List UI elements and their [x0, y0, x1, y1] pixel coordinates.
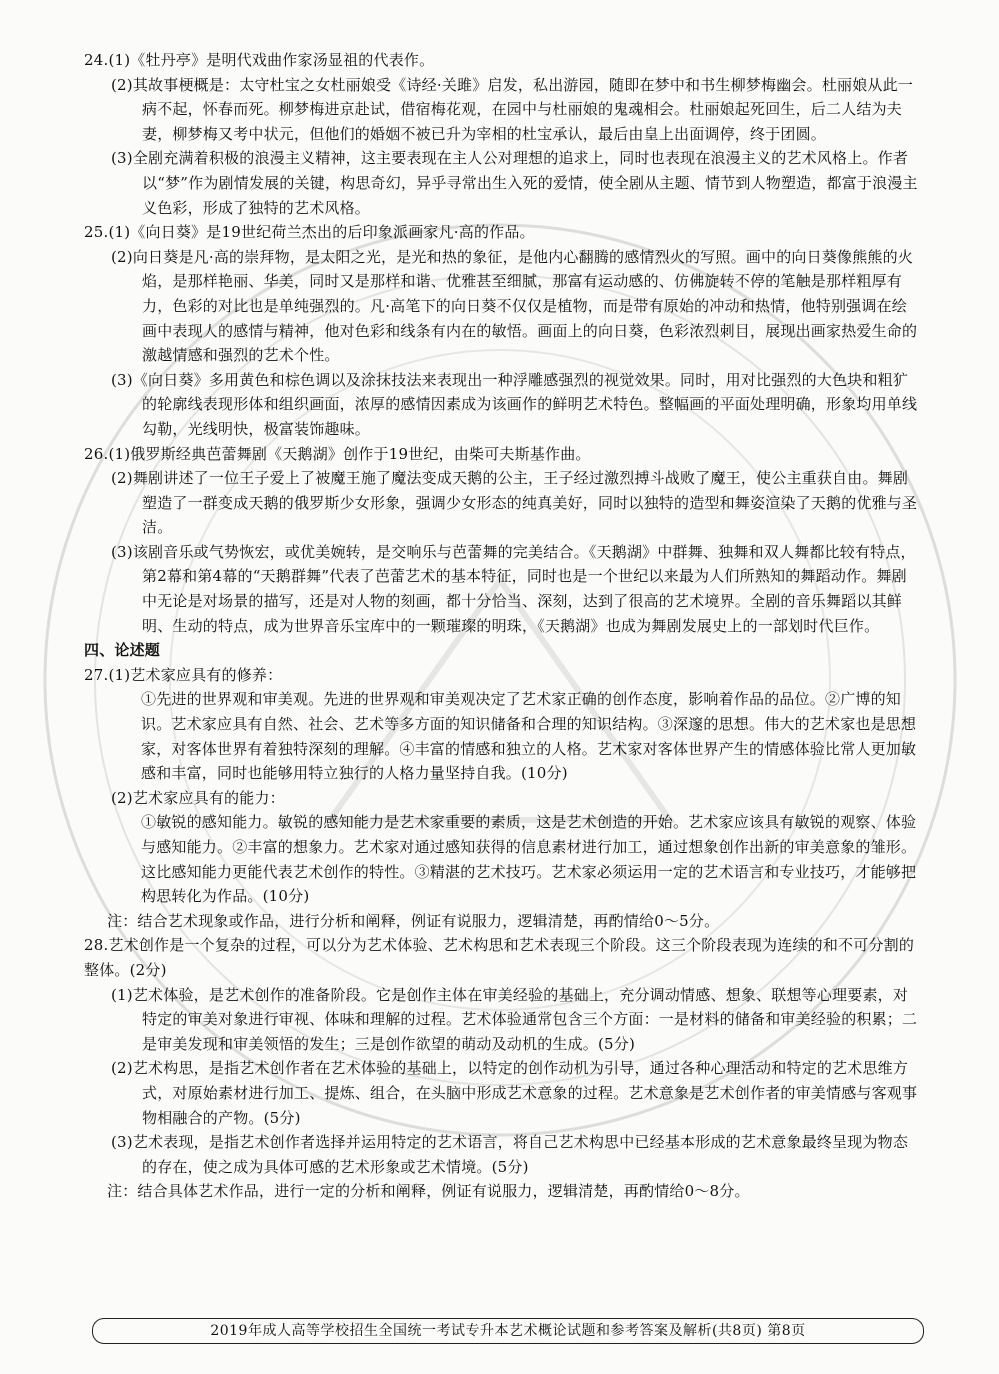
q24-part3: (3)全剧充满着积极的浪漫主义精神，这主要表现在主人公对理想的追求上，同时也表现在浪漫主义的艺术风格上。作者以“梦”作为剧情发展的关键，构思奇幻，异乎寻常出生入死的爱情，使全剧从主题、情节到人物塑造，都富于浪漫主义色彩，形成了独特的艺术风格。: [111, 149, 918, 217]
q25-part1: 25.(1)《向日葵》是19世纪荷兰杰出的后印象派画家凡·高的作品。: [84, 223, 535, 242]
q27-note: 注：结合艺术现象或作品，进行分析和阐释，例证有说服力，逻辑清楚，再酌情给0～5分。: [107, 911, 720, 930]
q28-note: 注：结合具体艺术作品，进行一定的分析和阐释，例证有说服力，逻辑清楚，再酌情给0～8分。: [107, 1182, 750, 1201]
page-footer: 2019年成人高等学校招生全国统一考试专升本艺术概论试题和参考答案及解析(共8页) 第8页: [92, 1318, 924, 1344]
q26-part3: (3)该剧音乐或气势恢宏，或优美婉转，是交响乐与芭蕾舞的完美结合。《天鹅湖》中群舞、独舞和双人舞都比较有特点，第2幕和第4幕的“天鹅群舞”代表了芭蕾艺术的基本特征，同时也是一个世纪以来最为人们所熟知的舞蹈动作。舞剧中无论是对场景的描写，还是对人物的刻画，都十分恰当、深刻，达到了很高的艺术境界。全剧的音乐舞蹈以其鲜明、生动的特点，成为世界音乐宝库中的一颗璀璨的明珠，《天鹅湖》也成为舞剧发展史上的一部划时代巨作。: [111, 542, 916, 635]
q27-part2-body: ①敏锐的感知能力。敏锐的感知能力是艺术家重要的素质，这是艺术创造的开始。艺术家应该具有敏锐的观察、体验与感知能力。②丰富的想象力。艺术家对通过感知获得的信息素材进行加工，通过想象创作出新的审美意象的雏形。这比感知能力更能代表艺术创作的特性。③精湛的艺术技巧。艺术家必须运用一定的艺术语言和专业技巧，才能够把构思转化为作品。(10分): [141, 813, 917, 906]
q26-part1: 26.(1)俄罗斯经典芭蕾舞剧《天鹅湖》创作于19世纪，由柴可夫斯基作曲。: [84, 444, 591, 463]
q27-part1-body: ①先进的世界观和审美观。先进的世界观和审美观决定了艺术家正确的创作态度，影响着作品的品位。②广博的知识。艺术家应具有自然、社会、艺术等多方面的知识储备和合理的知识结构。③深邃的思想。伟大的艺术家也是思想家，对客体世界有着独特深刻的理解。④丰富的情感和独立的人格。艺术家对客体世界产生的情感体验比常人更加敏感和丰富，同时也能够用特立独行的人格力量坚持自我。(10分): [141, 690, 917, 783]
q27-part1-title: 27.(1)艺术家应具有的修养：: [84, 665, 283, 684]
q25-part2: (2)向日葵是凡·高的崇拜物，是太阳之光，是光和热的象征，是他内心翻腾的感情烈火的写照。画中的向日葵像熊熊的火焰，是那样艳丽、华美，同时又是那样和谐、优雅甚至细腻，那富有运动感的、仿佛旋转不停的笔触是那样粗厚有力，色彩的对比也是单纯强烈的。凡·高笔下的向日葵不仅仅是植物，而是带有原始的冲动和热情，他特别强调在绘画中表现人的感情与精神，他对色彩和线条有内在的敏悟。画面上的向日葵，色彩浓烈刺目，展现出画家热爱生命的激越情感和强烈的艺术个性。: [111, 247, 918, 365]
q24-part1: 24.(1)《牡丹亭》是明代戏曲作家汤显祖的代表作。: [84, 51, 435, 69]
answer-content: [84, 48, 920, 1204]
section-heading: 四、论述题: [84, 641, 161, 660]
q28-intro: 28.艺术创作是一个复杂的过程，可以分为艺术体验、艺术构思和艺术表现三个阶段。这三个阶段表现为连续的和不可分割的整体。(2分): [84, 936, 915, 979]
q28-part1: (1)艺术体验，是艺术创作的准备阶段。它是创作主体在审美经验的基础上，充分调动情感、想象、联想等心理要素，对特定的审美对象进行审视、体味和理解的过程。艺术体验通常包含三个方面：一是材料的储备和审美经验的积累；二是审美发现和审美领悟的发生；三是创作欲望的萌动及动机的生成。(5分): [111, 985, 918, 1053]
q24-part2: (2)其故事梗概是：太守杜宝之女杜丽娘受《诗经·关雎》启发，私出游园，随即在梦中和书生柳梦梅幽会。杜丽娘从此一病不起，怀春而死。柳梦梅进京赴试，借宿梅花观，在园中与杜丽娘的鬼魂相会。杜丽娘起死回生，后二人结为夫妻，柳梦梅又考中状元，但他们的婚姻不被已升为宰相的杜宝承认，最后由皇上出面调停，终于团圆。: [111, 75, 914, 143]
q26-part2: (2)舞剧讲述了一位王子爱上了被魔王施了魔法变成天鹅的公主，王子经过激烈搏斗战败了魔王，使公主重获自由。舞剧塑造了一群变成天鹅的俄罗斯少女形象，强调少女形态的纯真美好，同时以独特的造型和舞姿渲染了天鹅的优雅与圣洁。: [111, 469, 918, 537]
q27-part2-title: (2)艺术家应具有的能力：: [111, 788, 285, 807]
q28-part3: (3)艺术表现，是指艺术创作者选择并运用特定的艺术语言，将自己艺术构思中已经基本形成的艺术意象最终呈现为物态的存在，使之成为具体可感的艺术形象或艺术情境。(5分): [111, 1133, 909, 1176]
q25-part3: (3)《向日葵》多用黄色和棕色调以及涂抹技法来表现出一种浮雕感强烈的视觉效果。同时，用对比强烈的大色块和粗犷的轮廓线表现形体和组织画面，浓厚的感情因素成为该画作的鲜明艺术特色。整幅画的平面处理明确，形象均用单线勾勒，光线明快，极富装饰趣味。: [111, 370, 918, 438]
q28-part2: (2)艺术构思，是指艺术创作者在艺术体验的基础上，以特定的创作动机为引导，通过各种心理活动和特定的艺术思维方式，对原始素材进行加工、提炼、组合，在头脑中形成艺术意象的过程。艺术意象是艺术创作者的审美情感与客观事物相融合的产物。(5分): [111, 1059, 918, 1127]
